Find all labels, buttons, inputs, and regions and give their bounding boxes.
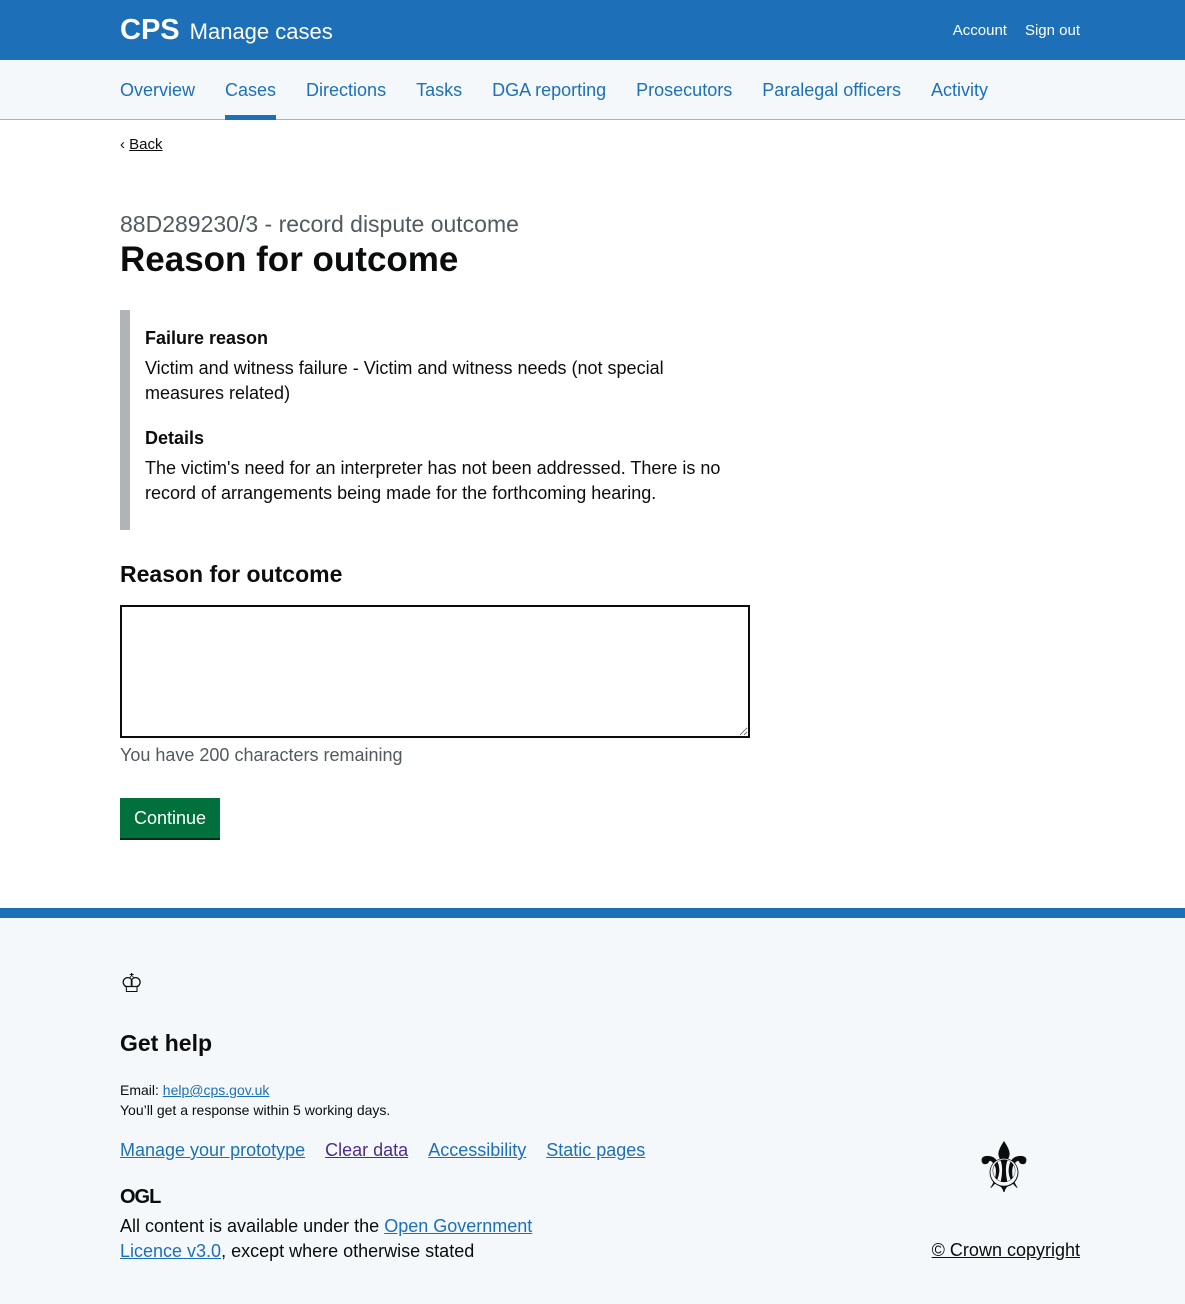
page-title: Reason for outcome [120, 240, 459, 279]
static-pages-link[interactable]: Static pages [546, 1140, 646, 1160]
nav-dga-reporting[interactable]: DGA reporting [492, 80, 607, 100]
ogl-logo: OGL [120, 1186, 161, 1208]
nav-tasks[interactable]: Tasks [416, 80, 463, 100]
account-link[interactable]: Account [952, 22, 1007, 39]
crown-copyright-link[interactable]: © Crown copyright [931, 1240, 1080, 1260]
nav-cases[interactable]: Cases [225, 60, 276, 120]
nav-overview[interactable]: Overview [120, 80, 196, 100]
sign-out-link[interactable]: Sign out [1024, 22, 1080, 39]
footer [0, 908, 1185, 1304]
caption: 88D289230/3 - record dispute outcome [120, 211, 519, 237]
character-count: You have 200 characters remaining [120, 745, 403, 765]
primary-nav [0, 60, 1185, 120]
nav-paralegal-officers[interactable]: Paralegal officers [762, 80, 901, 100]
nav-activity[interactable]: Activity [930, 80, 988, 100]
back-link[interactable]: Back [129, 136, 163, 153]
email-label: Email: [120, 1082, 159, 1098]
failure-reason: Victim and witness failure - Victim and witness needs (not special measures related) [145, 358, 664, 403]
continue-button[interactable]: Continue [120, 798, 220, 838]
chevron-left-icon: ‹ [120, 136, 130, 153]
get-help-heading: Get help [120, 1030, 213, 1056]
manage-prototype-link[interactable]: Manage your prototype [120, 1140, 306, 1160]
details: The victim's need for an interpreter has not been addressed. There is no record of arrangements being made for the forthcoming hearing. [145, 458, 721, 503]
accessibility-link[interactable]: Accessibility [428, 1140, 527, 1160]
field-label: Reason for outcome [120, 561, 343, 587]
brand[interactable] [120, 14, 333, 47]
service-name: Manage cases [189, 19, 333, 44]
licence-text: All content is available under the Open Government Licence v3.0, except where otherwise stated [120, 1216, 533, 1261]
logo: CPS [120, 14, 180, 46]
royal-arms-icon: ⚜ [972, 1129, 1036, 1207]
response-text: You’ll get a response within 5 working days. [120, 1102, 391, 1118]
details-heading: Details [145, 428, 205, 448]
failure-reason-heading: Failure reason [145, 328, 269, 348]
clear-data-link[interactable]: Clear data [325, 1140, 409, 1160]
email-link[interactable]: help@cps.gov.uk [162, 1082, 270, 1098]
licence-link[interactable]: Open Government Licence v3.0 [120, 1216, 533, 1261]
nav-prosecutors[interactable]: Prosecutors [636, 80, 733, 100]
inset-text [120, 310, 750, 530]
reason-textarea[interactable] [120, 605, 750, 738]
crown-icon: ♔ [120, 968, 144, 998]
header [0, 0, 1185, 60]
nav-directions[interactable]: Directions [306, 80, 387, 100]
